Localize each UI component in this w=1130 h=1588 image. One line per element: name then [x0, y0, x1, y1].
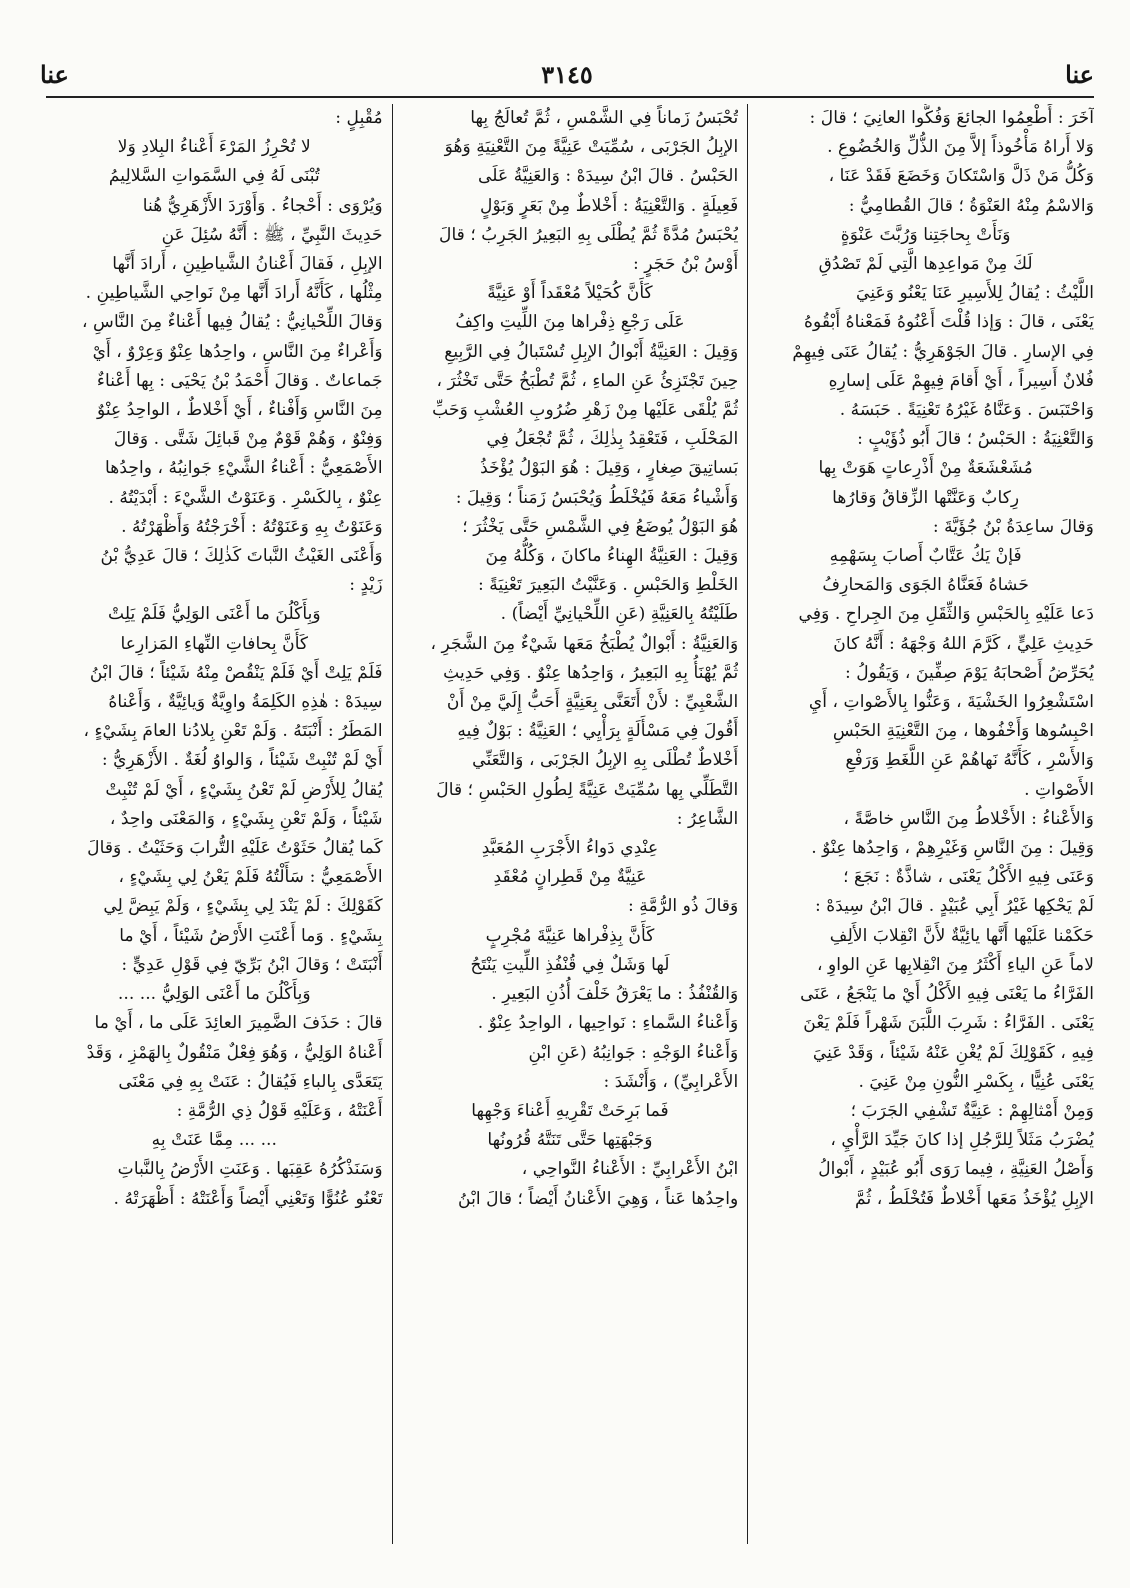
- text-line: فَلَمْ يَلِتْ أَيْ فَلَمْ يَنْقُصْ مِنْهُ شَيْئاً ؛ قالَ ابْنُ: [89, 662, 383, 683]
- text-line: الشَّاعِرُ :: [676, 808, 739, 829]
- text-line: الإبِلِ يُؤْخَذُ مَعَها أَخْلاطٌ فَتُخْلَطُ ، ثُمَّ: [855, 1188, 1094, 1209]
- text-line: وَسَنَذْكُرُهُ عَقِبَها . وَعَنَتِ الأَرْضُ بِالنَّباتِ: [117, 1159, 383, 1180]
- text-line: لَكَ مِنْ مَواعِدِها الَّتِي لَمْ تَصْدُقِ: [818, 254, 1033, 275]
- text-line: هُوَ البَوْلُ يُوضَعُ فِي الشَّمْسِ حَتَّى يَخْثُرَ ؛: [462, 516, 739, 537]
- text-line: دَعا عَلَيْهِ بِالحَبْسِ وَالثِّقَلِ مِنَ الجِراحِ . وَفِي: [798, 604, 1094, 625]
- text-line: الفَرَّاءُ ما يَعْنَى فِيهِ الأَكْلُ أَيْ ما يَنْجَعُ ، عَنَى: [800, 984, 1094, 1005]
- text-line: تُحْبَسُ زَماناً فِي الشَّمْسِ ، ثُمَّ تُعالَجُ بِها: [470, 108, 739, 128]
- text-line: كَأَنَّ بِحافاتِ النِّهاءِ المَزارِعا: [120, 633, 309, 654]
- text-line: وَقالَ ذُو الرُّمَّةِ :: [628, 896, 739, 917]
- text-line: زَيْدٍ :: [349, 575, 383, 596]
- text-line: وَأَشْياءُ مَعَهُ فَيُخْلَطُ وَيُحْبَسُ زَمَناً ؛ وَقِيلَ :: [455, 487, 739, 508]
- text-line: وَالعَنِيَّةُ : أَبْوالٌ يُطْبَخُ مَعَها شَيْءٌ مِنَ الشَّجَرِ ،: [430, 633, 739, 654]
- column-divider: [392, 104, 393, 1544]
- text-line: وَقالَ ساعِدَةُ بْنُ جُؤَيَّةَ :: [932, 516, 1094, 537]
- text-line: ثُمَّ يُلْقَى عَلَيْها مِنْ زَهْرِ ضُرُوبِ العُشْبِ وَحَبِّ: [432, 400, 739, 421]
- text-line: التَّطَلِّي بِها سُمِّيَتْ عَنِيَّةً لِطُولِ الحَبْسِ ؛ قالَ: [436, 779, 739, 800]
- text-line: لَها وَشَلٌ فِي قُنْفُذِ اللِّيتِ يَنْتَحُ: [470, 954, 670, 975]
- text-line: وَاحْتَبَسَ . وَعَنَّاهُ غَيْرُهُ تَعْنِيَةً . حَبَسَهُ .: [839, 400, 1094, 421]
- text-line: وَلا أَراهُ مَأْخُوذاً إلاَّ مِنَ الذُّلِّ وَالخُضُوعِ .: [827, 137, 1094, 158]
- text-line: وَأَعْناءُ السَّماءِ : نَواحِيها ، الواحِدُ عِنْوٌ .: [477, 1013, 739, 1034]
- text-line: مِثْلُها ، كَأَنَّهُ أَرادَ أَنَّها مِنْ نَواحِي الشَّياطِينِ .: [85, 283, 383, 304]
- text-line: شَيْئاً ، وَلَمْ تَعْنِ بِشَيْءٍ ، وَالمَعْنَى واحِدٌ ،: [109, 808, 383, 829]
- page-header: [40, 56, 1094, 100]
- text-line: مِنَ النَّاسِ وَأَفْناءٌ ، أَيْ أَخْلاطٌ ، الواحِدُ عِنْوٌ: [96, 400, 383, 421]
- text-line: فِي الإسارِ . قالَ الجَوْهَرِيُّ : يُقالُ عَنَى فِيهِمْ: [792, 341, 1094, 362]
- text-line: حَكَمْنا عَلَيْها أَنَّها يائِيَّةٌ لأَنَّ انْقِلابَ الأَلِفِ: [829, 925, 1094, 946]
- text-line: بِشَيْءٍ . وَما أَعْنَتِ الأَرْضُ شَيْئاً ، أَيْ ما: [119, 925, 383, 946]
- text-line: كَأَنَّ كُحَيْلاً مُعْقَداً أَوْ عَنِيَّةً: [487, 283, 653, 304]
- text-line: اسْتَشْعِرُوا الخَشْيَةَ ، وَعَنُّوا بِالأَصْواتِ ، أَيِ: [808, 692, 1094, 713]
- text-line: بَساتِيقَ صِغارٍ ، وَقِيلَ : هُوَ البَوْلُ يُؤْخَذُ: [480, 458, 739, 479]
- text-line: رِكابٌ وَعَنَّتْها الزِّقاقُ وَقارُها: [832, 487, 1020, 508]
- text-line: لاماً عَنِ الياءِ أَكْثَرُ مِنَ انْقِلابِها عَنِ الواوِ ،: [816, 954, 1094, 975]
- text-line: يُحْبَسُ مُدَّةً ثُمَّ يُطْلَى بِهِ البَعِيرُ الجَرِبُ ؛ قالَ: [438, 224, 739, 245]
- text-line: تُبْنَى لَهُ فِي السَّمَواتِ السَّلالِيمُ: [108, 166, 320, 187]
- text-columns: [46, 104, 1094, 1544]
- text-line: يَعْنَى ، قالَ : وَإذا قُلْتَ أَعْنُوهُ فَمَعْناهُ أَبْقُوهُ: [804, 312, 1094, 333]
- text-line: حَدِيثَ النَّبِيِّ ، ﷺ : أَنَّهُ سُئِلَ عَنِ: [161, 224, 383, 245]
- text-line: وَفِنْوٌ ، وَهُمْ قَوْمٌ مِنْ قَبائِلَ شَتَّى . وَقالَ: [113, 429, 383, 450]
- column-divider: [747, 104, 748, 1544]
- text-line: وَأَصْلُ العَنِيَّةِ ، فِيما رَوَى أَبُو عُبَيْدٍ ، أَبْوالُ: [818, 1159, 1094, 1180]
- text-line: وَالقُنْفُذُ : ما يَعْرَقُ خَلْفَ أُذُنِ البَعِيرِ .: [491, 984, 739, 1005]
- text-line: حَشاهُ فَعَنَّاهُ الجَوَى وَالمَحارِفُ: [822, 575, 1029, 596]
- text-line: مُقْبِلٍ :: [335, 108, 383, 128]
- text-line: وَمِنْ أَمْثالِهِمْ : عَنِيَّةٌ تَشْفِي الجَرَبَ ؛: [850, 1100, 1094, 1121]
- text-line: فَما بَرِحَتْ تَقْرِيهِ أَعْناءَ وَجْهِها: [471, 1100, 669, 1121]
- text-line: وَعَنَوْتُ بِهِ وَعَنَوْتُهُ : أَخْرَجْتُهُ وَأَظْهَرْتُهُ .: [121, 516, 383, 537]
- text-line: وَعَنَى فِيهِ الأَكْلُ يَعْنَى ، شاذَّةٌ : نَجَعَ ؛: [843, 867, 1094, 888]
- text-line: الحَبْسُ . قالَ ابْنُ سِيدَهْ : وَالعَنِيَّةُ عَلَى: [477, 166, 739, 187]
- text-line: وَقِيلَ : العَنِيَّةُ أَبْوالُ الإبِلِ تُسْتَبالُ فِي الرَّبِيعِ: [444, 341, 739, 362]
- text-line: وَالأَسْرِ ، كَأَنَّهُ نَهاهُمْ عَنِ اللَّغَطِ وَرَفْعِ: [845, 750, 1094, 771]
- text-line: فَعِيلَةٍ . وَالتَّعْنِيَةُ : أَخْلاطٌ مِنْ بَعَرٍ وَبَوْلٍ: [480, 195, 739, 216]
- column-right: [757, 104, 1094, 1544]
- text-line: عَلَى رَجْعِ ذِفْراها مِنَ اللِّيتِ واكِفُ: [455, 312, 685, 333]
- text-line: ... ... مِمَّا عَنَتْ بِهِ: [151, 1130, 277, 1151]
- text-line: الأَعْرابِيِّ) ، وَأَنْشَدَ :: [603, 1071, 739, 1092]
- text-line: قالَ : حَذَفَ الضَّمِيرَ العائِدَ عَلَى ما ، أَيْ ما: [94, 1013, 383, 1034]
- text-line: ثُمَّ يُهْنَأُ بِهِ البَعِيرُ ، وَاحِدُها عِنْوٌ . وَفِي حَدِيثِ: [443, 662, 739, 683]
- text-line: الأَصْواتِ .: [1024, 779, 1094, 800]
- text-line: وَنَأَتْ بِحاجَتِنا وَرُبَّتَ عَنْوَةٍ: [840, 224, 1011, 245]
- text-line: تَعْنُو عُنُوًّا وَتَعْنِي أَيْضاً وَأَعْنَتْهُ : أَظْهَرَتْهُ .: [113, 1188, 383, 1209]
- text-line: أَعْناهُ الوَلِيُّ ، وَهُوَ فِعْلٌ مَنْقُولٌ بِالهَمْزِ ، وَقَدْ: [86, 1042, 383, 1063]
- text-line: يَتَعَدَّى بِالباءِ فَيُقالُ : عَنَتْ بِهِ فِي مَعْنَى: [118, 1071, 383, 1092]
- header-rule: [46, 96, 1094, 98]
- page-number: ٣١٤٥: [541, 60, 593, 89]
- text-line: الأَصْمَعِيُّ : سَأَلْتُهُ فَلَمْ يَعْنُ لِي بِشَيْءٍ ،: [118, 867, 383, 888]
- text-line: عَنِيَّةٌ مِنْ قَطِرانٍ مُعْقَدِ: [493, 867, 647, 888]
- text-line: وَبِأَكْلُنَ ما أَعْنَى الوَلِيُّ ... ...: [117, 984, 311, 1005]
- text-line: سِيدَهْ : هٰذِهِ الكَلِمَةُ واوِيَّةٌ وَيائِيَّةٌ ، وَأَعْناهُ: [108, 692, 383, 713]
- text-line: يُحَرِّضُ أَصْحابَهُ يَوْمَ صِفِّينَ ، وَيَقُولُ :: [845, 662, 1094, 683]
- text-line: المَطَرُ : أَنْبَتَهُ . وَلَمْ تَعْنِ بِلادُنا العامَ بِشَيْءٍ ،: [83, 721, 383, 742]
- text-line: عِنْوٌ ، بِالكَسْرِ . وَعَنَوْتُ الشَّيْءَ : أَبْدَيْتُهُ .: [108, 487, 383, 508]
- text-line: لا تُحْرِزُ المَرْءَ أَعْناءُ البِلادِ وَلا: [117, 137, 311, 158]
- text-line: الأَصْمَعِيُّ : أَعْناءُ الشَّيْءِ جَوانِبُهُ ، واحِدُها: [105, 458, 383, 479]
- text-line: جَماعاتٌ . وَقالَ أَحْمَدُ بْنُ يَحْيَى : بِها أَعْناءٌ: [96, 370, 383, 391]
- text-line: وَجَبْهَتِها حَتَّى تَنَتَّهُ قُرُونُها: [487, 1130, 653, 1151]
- text-line: وَالاسْمُ مِنْهُ العَنْوَةُ ؛ قالَ القُطامِيُّ :: [848, 195, 1094, 216]
- text-line: فُلانٌ أَسِيراً ، أَيْ أَقامَ فِيهِمْ عَلَى إسارِهِ: [828, 370, 1094, 391]
- text-line: يُضْرَبُ مَثَلاً لِلرَّجُلِ إذا كانَ جَيِّدَ الرَّأْيِ ،: [830, 1130, 1094, 1151]
- text-line: وَبِأَكْلُنَ ما أَعْنَى الوَلِيُّ فَلَمْ يَلِتْ: [107, 604, 321, 625]
- text-line: طَلَيْتُهُ بِالعَنِيَّةِ (عَنِ اللِّحْيانِيِّ أَيْضاً) .: [500, 604, 739, 625]
- text-line: المَحْلَبِ ، فَتَعْقِدُ بِذٰلِكَ ، ثُمَّ تُجْعَلُ فِي: [486, 429, 739, 450]
- text-line: واحِدُها عَناً ، وَهِيَ الأَعْنانُ أَيْضاً ؛ قالَ ابْنُ: [458, 1188, 739, 1209]
- text-line: كَقَوْلِكَ : لَمْ يَنْدَ لِي بِشَيْءٍ ، وَلَمْ يَبِضَّ لِي: [103, 896, 383, 917]
- text-line: يَعْنَى عُنِيًّا ، بِكَسْرِ النُّونِ مِنْ عَنِيَ .: [858, 1071, 1094, 1092]
- text-line: حَدِيثِ عَلِيٍّ ، كَرَّمَ اللهُ وَجْهَهُ : أَنَّهُ كانَ: [833, 633, 1094, 654]
- text-line: يُقالُ لِلأَرْضِ لَمْ تَعْنُ بِشَيْءٍ ، أَيْ لَمْ تُنْبِتْ: [105, 779, 383, 800]
- text-line: الشَّعْبِيِّ : لأَنْ أَتَعَنَّى بِعَنِيَّةٍ أَحَبُّ إِلَيَّ مِنْ أَنْ: [446, 692, 739, 713]
- text-line: عِنْدِي دَواءُ الأَجْرَبِ المُعَبَّدِ: [481, 838, 659, 859]
- text-line: الإبِلُ الجَرْبَى ، سُمِّيَتْ عَنِيَّةً مِنَ التَّعْنِيَةِ وَهُوَ: [444, 137, 739, 158]
- text-line: الإبِلِ ، فَقالَ أَعْنانُ الشَّياطِينِ ، أَرادَ أَنَّها: [112, 254, 383, 275]
- text-line: مُشَعْشَعَةٌ مِنْ أَذْرِعاتٍ هَوَتْ بِها: [818, 458, 1033, 479]
- column-left: [46, 104, 383, 1544]
- text-line: آخَرَ : أَطْعِمُوا الجائعَ وَفُكُّوا العانِيَ ؛ قالَ :: [809, 108, 1094, 128]
- text-line: حِينَ تَجْتَزِئُ عَنِ الماءِ ، ثُمَّ تُطْبَخُ حَتَّى تَخْثُرَ ،: [436, 370, 739, 391]
- text-line: وَقِيلَ : مِنَ النَّاسِ وَغَيْرِهِمْ ، وَاحِدُها عِنْوٌ .: [811, 838, 1094, 859]
- text-line: وَأَعْراءٌ مِنَ النَّاسِ ، واحِدُها عِنْوٌ وَعِرْوٌ ، أَيْ: [92, 341, 383, 362]
- text-line: الخَلْطِ وَالحَبْسِ . وَعَنَّيْتُ البَعِيرَ تَعْنِيَةً :: [478, 575, 739, 596]
- text-line: يَعْنَى . الفَرَّاءُ : شَرِبَ اللَّبَنَ شَهْراً فَلَمْ يَعْنَ: [803, 1013, 1094, 1034]
- text-line: أَعْنَتْهُ ، وَعَلَيْهِ قَوْلُ ذِي الرُّمَّةِ :: [176, 1100, 383, 1121]
- text-line: وَأَعْناءُ الوَجْهِ : جَوانِبُهُ (عَنِ ابْنِ: [528, 1042, 739, 1063]
- text-line: وَقِيلَ : العَنِيَّةُ الهِناءُ ماكانَ ، وَكُلُّهُ مِنَ: [485, 546, 739, 567]
- text-line: وَيُرْوَى : أَحْجاءُ . وَأَوْرَدَ الأَزْهَرِيُّ هُنا: [142, 195, 383, 216]
- text-line: وَالأَعْناءُ : الأَخْلاطُ مِنَ النَّاسِ خاصَّةً ،: [843, 808, 1094, 829]
- text-line: وَالتَّعْنِيَةُ : الحَبْسُ ؛ قالَ أَبُو ذُؤَيْبٍ :: [857, 429, 1094, 450]
- text-line: أَيْ لَمْ تُنْبِتْ شَيْئاً ، وَالواوُ لُغَةٌ . الأَزْهَرِيُّ :: [101, 750, 383, 771]
- text-line: وَكُلُّ مَنْ ذَلَّ وَاسْتَكانَ وَخَضَعَ فَقَدْ عَنَا ،: [828, 166, 1094, 187]
- text-line: أَقُولَ فِي مَسْأَلَةٍ بِرَأْيِي ؛ العَنِيَّةُ : بَوْلٌ فِيهِ: [457, 721, 739, 742]
- text-line: أَنْبَتَتْ ؛ وَقالَ ابْنُ بَرِّيّ فِي قَوْلِ عَدِيٍّ :: [121, 954, 383, 975]
- text-line: احْبِسُوها وَأَخْفُوها ، مِنَ التَّعْنِيَةِ الحَبْسِ: [832, 721, 1094, 742]
- text-line: أَخْلاطٌ تُطْلَى بِهِ الإبِلُ الجَرْبَى ، وَالتَّعَنِّي: [472, 750, 739, 771]
- text-line: وَقالَ اللِّحْيانِيُّ : يُقالُ فِيها أَعْناءٌ مِنَ النَّاسِ ،: [82, 312, 383, 333]
- text-line: أَوْسُ بْنُ حَجَرٍ :: [633, 254, 739, 275]
- header-root-word-left: عنا: [40, 60, 69, 89]
- header-root-word-right: عنا: [1065, 60, 1094, 89]
- text-line: لَمْ يَحْكِها غَيْرُ أَبِي عُبَيْدٍ . قالَ ابْنُ سِيدَهْ :: [814, 896, 1094, 917]
- text-line: اللَّيْثُ : يُقالُ لِلأَسِيرِ عَنَا يَعْنُو وَعَنِيَ: [856, 283, 1094, 304]
- text-line: وَأَعْنَى الغَيْثُ النَّباتَ كَذٰلِكَ ؛ قالَ عَدِيُّ بْنُ: [100, 546, 383, 567]
- text-line: فَإنْ يَكُ عَتَّابٌ أَصابَ بِسَهْمِهِ: [829, 546, 1022, 567]
- text-line: فِيهِ ، كَقَوْلِكَ لَمْ يُغْنِ عَنْهُ شَيْئاً ، وَقَدْ عَنِيَ: [812, 1042, 1094, 1063]
- column-middle: [402, 104, 739, 1544]
- text-line: ابْنُ الأَعْرابِيِّ : الأَعْناءُ النَّواحِي ،: [521, 1159, 739, 1180]
- text-line: كَما يُقالُ حَثَوْتُ عَلَيْهِ التُّرابَ وَحَثَيْتُ . وَقالَ: [87, 838, 383, 859]
- text-line: كَأَنَّ بِذِفْراها عَنِيَّةَ مُجْرِبٍ: [485, 925, 655, 946]
